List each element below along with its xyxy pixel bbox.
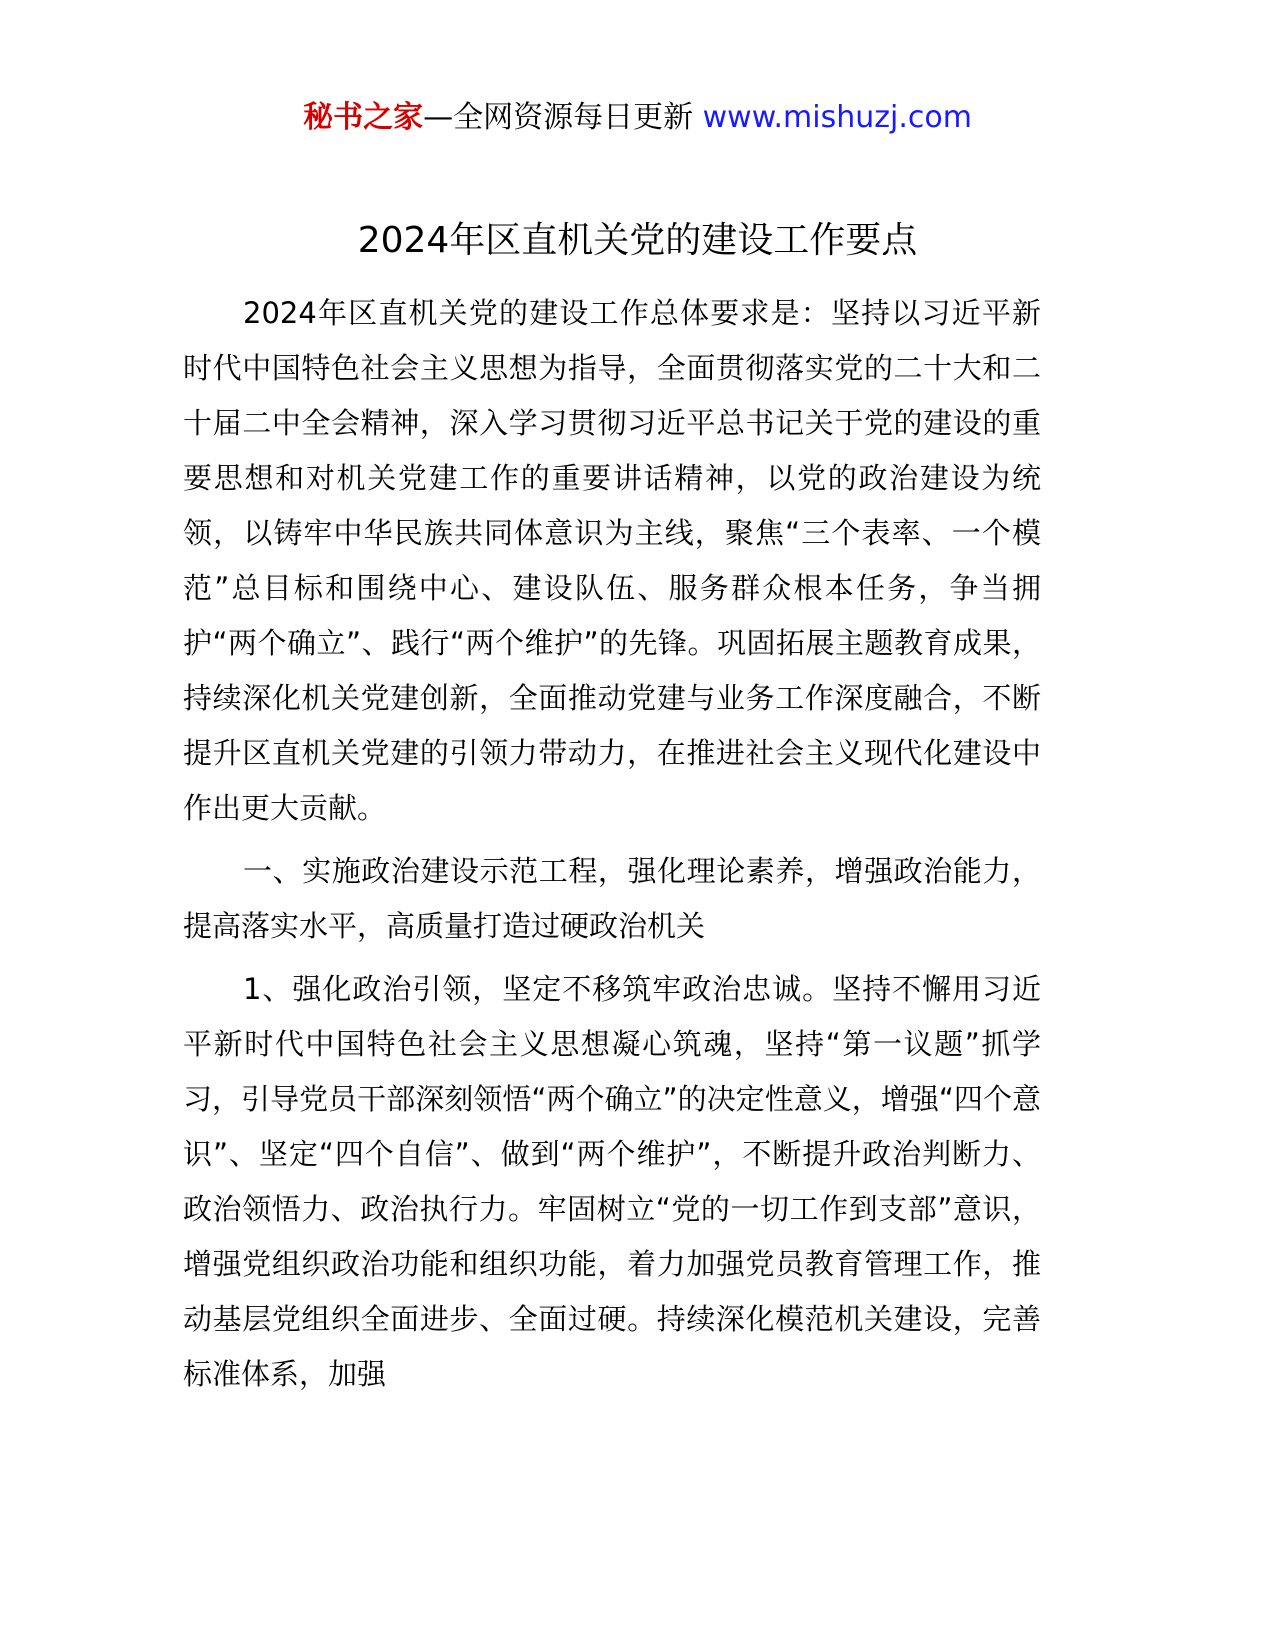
- site-url-link[interactable]: www.mishuzj.com: [702, 100, 972, 135]
- section-heading-1: 一、实施政治建设示范工程，强化理论素养，增强政治能力，提高落实水平，高质量打造过硬政治机关: [183, 854, 1041, 943]
- site-header: [0, 98, 1275, 138]
- header-slogan: —全网资源每日更新: [423, 100, 703, 135]
- brand-name: 秘书之家: [303, 100, 424, 135]
- paragraph-general-requirements: 2024年区直机关党的建设工作总体要求是：坚持以习近平新时代中国特色社会主义思想为指导，全面贯彻落实党的二十大和二十届二中全会精神，深入学习贯彻习近平总书记关于党的建设的重要思想和对机关党建工作的重要讲话精神，以党的政治建设为统领，以铸牢中华民族共同体意识为主线，聚焦“三个表率、一个模范”总目标和围绕中心、建设队伍、服务群众根本任务，争当拥护“两个确立”、践行“两个维护”的先锋。巩固拓展主题教育成果，持续深化机关党建创新，全面推动党建与业务工作深度融合，不断提升区直机关党建的引领力带动力，在推进社会主义现代化建设中作出更大贡献。: [183, 296, 1041, 825]
- document-body: [183, 286, 1041, 1410]
- document-title: 2024年区直机关党的建设工作要点: [357, 220, 918, 261]
- paragraph-item-1: 1、强化政治引领，坚定不移筑牢政治忠诚。坚持不懈用习近平新时代中国特色社会主义思想凝心筑魂，坚持“第一议题”抓学习，引导党员干部深刻领悟“两个确立”的决定性意义，增强“四个意识”、坚定“四个自信”、做到“两个维护”，不断提升政治判断力、政治领悟力、政治执行力。牢固树立“党的一切工作到支部”意识，增强党组织政治功能和组织功能，着力加强党员教育管理工作，推动基层党组织全面进步、全面过硬。持续深化模范机关建设，完善标准体系，加强: [183, 972, 1041, 1391]
